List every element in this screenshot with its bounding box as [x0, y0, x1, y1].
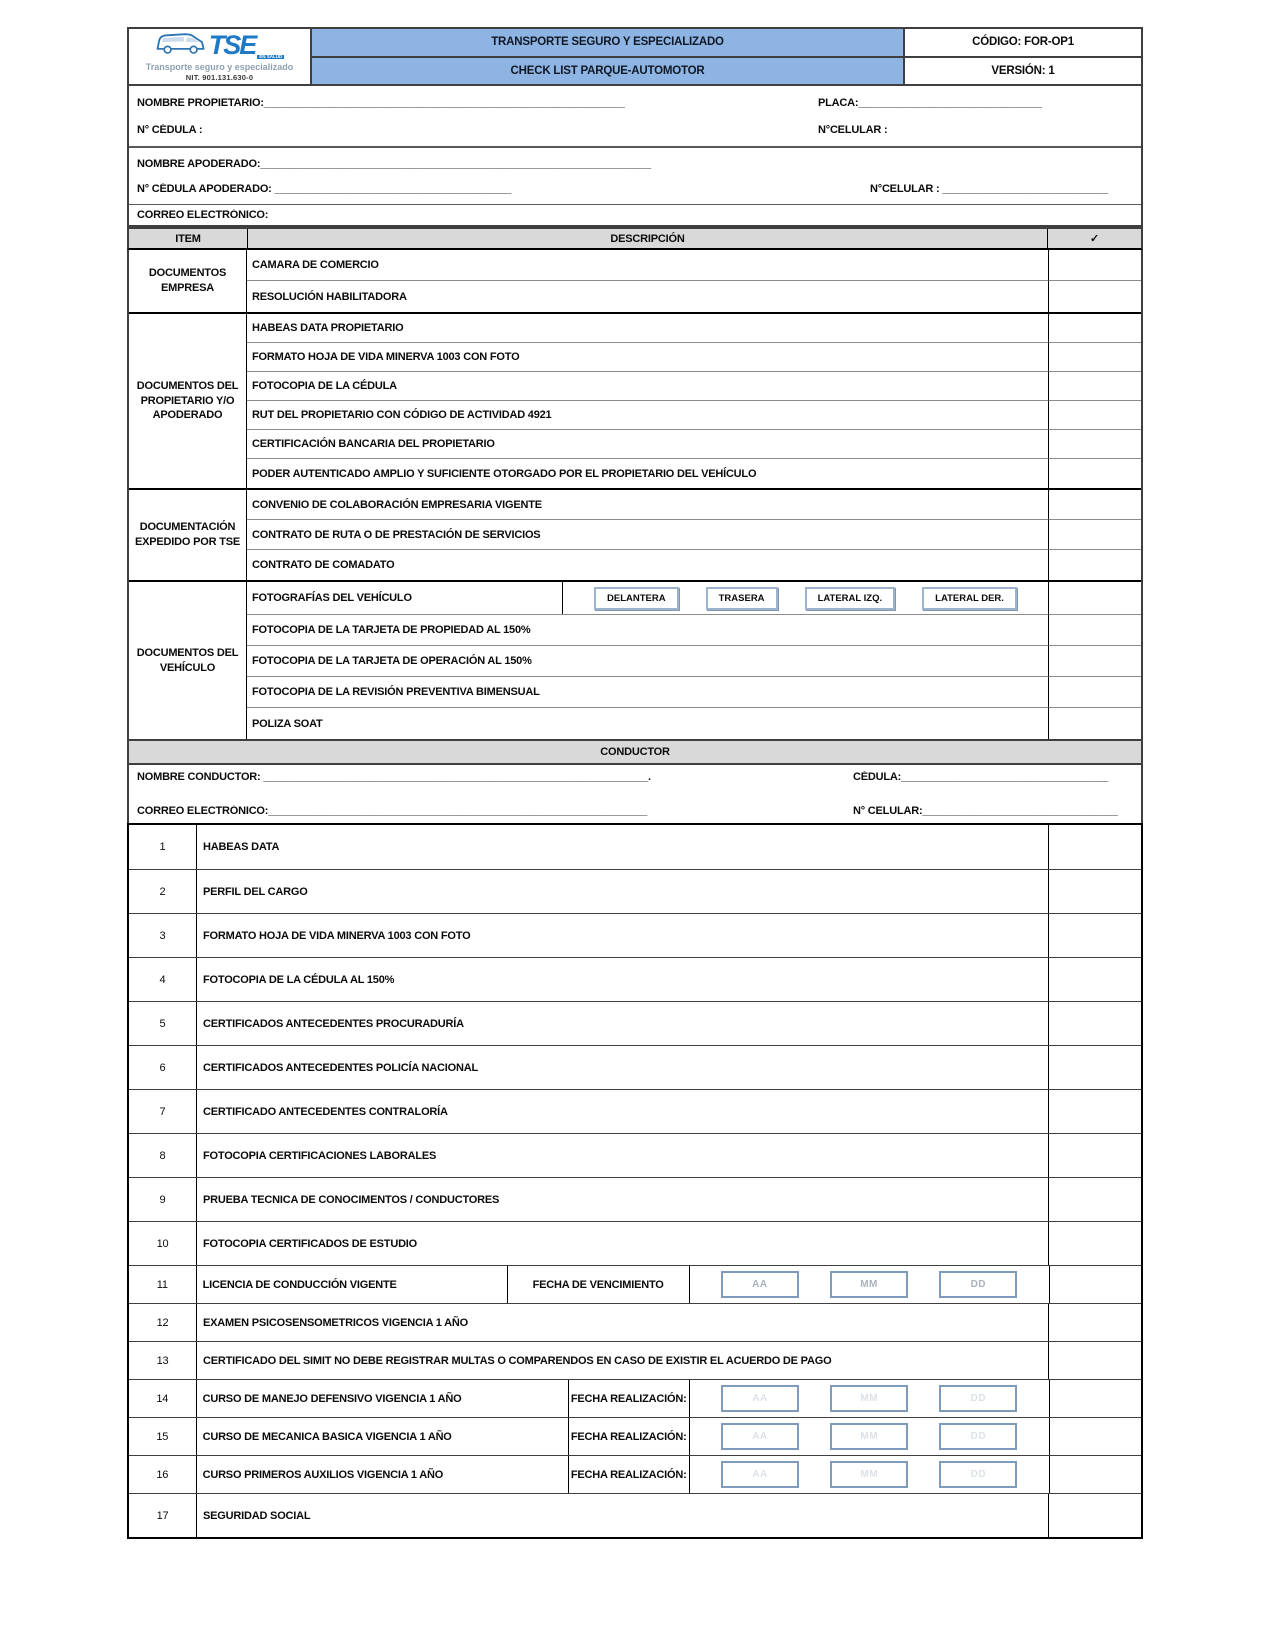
conductor-row-4 [129, 957, 1141, 1001]
check-cell[interactable] [1048, 490, 1141, 520]
check-cell[interactable] [1048, 677, 1141, 708]
section-label: DOCUMENTOS DEL VEHÍCULO [129, 582, 247, 739]
check-cell[interactable] [1048, 1046, 1141, 1089]
row-number: 5 [129, 1002, 197, 1045]
form-header [127, 27, 1143, 86]
row-description: PRUEBA TECNICA DE CONOCIMENTOS / CONDUCTORES [203, 1193, 500, 1206]
conductor-row-6 [129, 1045, 1141, 1089]
check-cell[interactable] [1048, 914, 1141, 957]
conductor-row-15 [129, 1417, 1141, 1455]
check-cell[interactable] [1049, 1380, 1141, 1417]
conductor-row-12 [129, 1303, 1141, 1341]
check-cell[interactable] [1048, 401, 1141, 430]
conductor-fields-block [127, 765, 1143, 823]
check-cell[interactable] [1048, 1342, 1141, 1379]
date-box-mm[interactable]: MM [830, 1271, 908, 1298]
date-box-mm[interactable]: MM [830, 1461, 908, 1488]
row-description: FOTOGRAFÍAS DEL VEHÍCULO [252, 592, 412, 604]
date-box-aa[interactable]: AA [721, 1271, 799, 1298]
checklist-table-header [127, 227, 1143, 250]
check-cell[interactable] [1048, 708, 1141, 739]
section-documentos-empresa [129, 250, 1141, 312]
section-label: DOCUMENTOS DEL PROPIETARIO Y/O APODERADO [129, 314, 247, 488]
check-cell[interactable] [1048, 870, 1141, 913]
row-number: 10 [129, 1222, 197, 1265]
conductor-row-10 [129, 1221, 1141, 1265]
checklist-row: FOTOCOPIA DE LA TARJETA DE PROPIEDAD AL 150% [247, 615, 1048, 646]
section-documentos-vehiculo [129, 580, 1141, 739]
date-boxes [689, 1456, 1049, 1493]
row-description: CURSO DE MANEJO DEFENSIVO VIGENCIA 1 AÑO [202, 1392, 462, 1405]
form-subtitle: CHECK LIST PARQUE-AUTOMOTOR [312, 56, 903, 85]
field-celular-propietario[interactable]: N°CELULAR : [818, 123, 888, 136]
section-documentos-propietario [129, 312, 1141, 488]
date-box-aa[interactable]: AA [721, 1461, 799, 1488]
date-box-aa[interactable]: AA [721, 1385, 799, 1412]
row-number: 3 [129, 914, 197, 957]
form-code: CÓDIGO: FOR-OP1 [972, 36, 1074, 49]
row-number: 2 [129, 870, 197, 913]
column-header-item: ITEM [175, 232, 201, 245]
date-box-mm[interactable]: MM [830, 1385, 908, 1412]
row-number: 13 [129, 1342, 197, 1379]
section-label: DOCUMENTACIÓN EXPEDIDO POR TSE [129, 490, 247, 580]
check-cell[interactable] [1048, 250, 1141, 281]
check-cell[interactable] [1048, 825, 1141, 869]
date-box-aa[interactable]: AA [721, 1423, 799, 1450]
conductor-row-1 [129, 825, 1141, 869]
checklist-row: FOTOCOPIA DE LA CÉDULA [247, 372, 1048, 401]
checklist-row: CAMARA DE COMERCIO [247, 250, 1048, 281]
checklist-row: POLIZA SOAT [252, 717, 323, 730]
check-cell[interactable] [1048, 372, 1141, 401]
row-number: 15 [129, 1418, 197, 1455]
row-number: 11 [129, 1266, 197, 1303]
section-label: DOCUMENTOS EMPRESA [129, 250, 247, 312]
field-cedula-propietario[interactable]: N° CÉDULA : [137, 123, 203, 136]
row-description: CERTIFICADOS ANTECEDENTES PROCURADURÍA [203, 1017, 464, 1030]
checklist-row: RESOLUCIÓN HABILITADORA [252, 290, 407, 303]
brand-name: TSE [208, 30, 256, 60]
checklist-row: FOTOCOPIA DE LA REVISIÓN PREVENTIVA BIMENSUAL [247, 677, 1048, 708]
date-boxes [689, 1380, 1049, 1417]
brand-nit: NIT. 901.131.630-0 [185, 73, 254, 82]
conductor-row-8 [129, 1133, 1141, 1177]
van-icon [155, 31, 207, 59]
checklist-row: CONTRATO DE COMADATO [252, 559, 395, 571]
check-cell[interactable] [1048, 646, 1141, 677]
date-label: FECHA REALIZACIÓN: [568, 1380, 689, 1417]
check-cell[interactable] [1048, 1304, 1141, 1341]
owner-fields-block [127, 86, 1143, 227]
check-cell[interactable] [1048, 281, 1141, 312]
check-cell[interactable] [1048, 430, 1141, 459]
check-cell[interactable] [1048, 343, 1141, 372]
conductor-row-7 [129, 1089, 1141, 1133]
row-description: CERTIFICADOS ANTECEDENTES POLICÍA NACIONAL [203, 1061, 478, 1074]
field-nombre-propietario[interactable]: NOMBRE PROPIETARIO:_____________________________________________________________ [137, 96, 625, 109]
date-label: FECHA DE VENCIMIENTO [507, 1266, 689, 1303]
check-cell[interactable] [1048, 1002, 1141, 1045]
checklist-row: CERTIFICACIÓN BANCARIA DEL PROPIETARIO [247, 430, 1048, 459]
checklist-form [127, 27, 1143, 1539]
field-celular-apoderado[interactable]: N°CELULAR : ____________________________ [870, 182, 1108, 195]
form-title: TRANSPORTE SEGURO Y ESPECIALIZADO [312, 29, 903, 56]
check-cell[interactable] [1049, 1418, 1141, 1455]
check-cell[interactable] [1048, 958, 1141, 1001]
row-number: 6 [129, 1046, 197, 1089]
date-box-dd[interactable]: DD [939, 1423, 1017, 1450]
checklist-row: CONVENIO DE COLABORACIÓN EMPRESARIA VIGENTE [247, 490, 1048, 520]
checklist-row-fotografias [247, 582, 1048, 615]
row-description: CERTIFICADO ANTECEDENTES CONTRALORÍA [203, 1105, 448, 1118]
check-cell[interactable] [1048, 582, 1141, 615]
checklist-row: CONTRATO DE RUTA O DE PRESTACIÓN DE SERVICIOS [247, 520, 1048, 550]
photo-button-trasera[interactable]: TRASERA [706, 587, 778, 610]
field-correo-conductor[interactable]: CORREO ELECTRÓNICO:________________________________________________________________ [137, 805, 647, 817]
row-description: EXAMEN PSICOSENSOMETRICOS VIGENCIA 1 AÑO [203, 1316, 469, 1329]
row-description: CERTIFICADO DEL SIMIT NO DEBE REGISTRAR MULTAS O COMPARENDOS EN CASO DE EXISTIR EL ACUERDO DE PAGO [203, 1354, 832, 1367]
field-nombre-apoderado[interactable]: NOMBRE APODERADO:__________________________________________________________________ [137, 157, 651, 170]
conductor-row-2 [129, 869, 1141, 913]
conductor-row-9 [129, 1177, 1141, 1221]
field-cedula-conductor[interactable]: CÉDULA:___________________________________ [853, 771, 1109, 783]
row-number: 9 [129, 1178, 197, 1221]
checkmark-icon: ✓ [1089, 233, 1100, 245]
check-cell[interactable] [1048, 1134, 1141, 1177]
row-description: FOTOCOPIA CERTIFICACIONES LABORALES [203, 1149, 437, 1162]
photo-button-lateral-der[interactable]: LATERAL DER. [922, 587, 1017, 610]
company-logo [129, 29, 312, 84]
conductor-row-3 [129, 913, 1141, 957]
photo-button-lateral-izq[interactable]: LATERAL IZQ. [805, 587, 896, 610]
row-description: FOTOCOPIA DE LA CÉDULA AL 150% [203, 973, 395, 986]
checklist-row: HABEAS DATA PROPIETARIO [247, 314, 1048, 343]
section-documentacion-tse [129, 488, 1141, 580]
field-correo-electronico[interactable]: CORREO ELECTRÓNICO: [137, 209, 269, 221]
check-cell[interactable] [1048, 550, 1141, 580]
check-cell[interactable] [1048, 1222, 1141, 1265]
row-number: 12 [129, 1304, 197, 1341]
form-version: VERSIÓN: 1 [905, 56, 1141, 85]
row-number: 4 [129, 958, 197, 1001]
brand-badge: EN SALUD [259, 53, 283, 59]
check-cell[interactable] [1049, 1456, 1141, 1493]
checklist-table [127, 250, 1143, 741]
date-box-dd[interactable]: DD [939, 1385, 1017, 1412]
row-description: CURSO DE MECANICA BASICA VIGENCIA 1 AÑO [202, 1430, 452, 1443]
date-label: FECHA REALIZACIÓN: [568, 1418, 689, 1455]
row-description: HABEAS DATA [203, 841, 280, 853]
field-celular-conductor[interactable]: N° CELULAR:_________________________________ [853, 805, 1118, 817]
date-boxes [689, 1418, 1049, 1455]
conductor-row-13 [129, 1341, 1141, 1379]
row-number: 7 [129, 1090, 197, 1133]
conductor-row-5 [129, 1001, 1141, 1045]
date-label: FECHA REALIZACIÓN: [568, 1456, 689, 1493]
check-cell[interactable] [1048, 1178, 1141, 1221]
row-number: 16 [129, 1456, 197, 1493]
checklist-row: RUT DEL PROPIETARIO CON CÓDIGO DE ACTIVIDAD 4921 [247, 401, 1048, 430]
row-number: 1 [129, 825, 197, 869]
conductor-row-17 [129, 1493, 1141, 1537]
check-cell[interactable] [1048, 520, 1141, 550]
date-box-dd[interactable]: DD [939, 1271, 1017, 1298]
check-cell[interactable] [1048, 314, 1141, 343]
check-cell[interactable] [1048, 1090, 1141, 1133]
row-description: PERFIL DEL CARGO [203, 885, 308, 898]
conductor-row-14 [129, 1379, 1141, 1417]
row-description: SEGURIDAD SOCIAL [203, 1509, 311, 1522]
column-header-descripcion: DESCRIPCIÓN [247, 229, 1048, 248]
row-description: FORMATO HOJA DE VIDA MINERVA 1003 CON FOTO [203, 929, 471, 942]
row-description: LICENCIA DE CONDUCCIÓN VIGENTE [202, 1278, 397, 1291]
check-cell[interactable] [1048, 1494, 1141, 1537]
row-number: 14 [129, 1380, 197, 1417]
check-cell[interactable] [1049, 1266, 1141, 1303]
date-boxes [689, 1266, 1049, 1303]
checklist-row: PODER AUTENTICADO AMPLIO Y SUFICIENTE OTORGADO POR EL PROPIETARIO DEL VEHÍCULO [252, 467, 757, 480]
checklist-row: FOTOCOPIA DE LA TARJETA DE OPERACIÓN AL 150% [247, 646, 1048, 677]
photo-button-delantera[interactable]: DELANTERA [594, 587, 679, 610]
check-cell[interactable] [1048, 459, 1141, 488]
brand-tagline: Transporte seguro y especializado [145, 62, 294, 72]
field-placa[interactable]: PLACA:_______________________________ [818, 96, 1042, 109]
row-number: 8 [129, 1134, 197, 1177]
conductor-checklist-table [127, 823, 1143, 1539]
row-number: 17 [129, 1494, 197, 1537]
checklist-row: FORMATO HOJA DE VIDA MINERVA 1003 CON FOTO [247, 343, 1048, 372]
check-cell[interactable] [1048, 615, 1141, 646]
field-cedula-apoderado[interactable]: N° CÉDULA APODERADO: ________________________________________ [137, 182, 512, 195]
conductor-row-16 [129, 1455, 1141, 1493]
date-box-dd[interactable]: DD [939, 1461, 1017, 1488]
field-nombre-conductor[interactable]: NOMBRE CONDUCTOR: _________________________________________________________________. [137, 771, 651, 783]
conductor-section-bar: CONDUCTOR [127, 741, 1143, 765]
row-description: CURSO PRIMEROS AUXILIOS VIGENCIA 1 AÑO [202, 1468, 444, 1481]
conductor-row-11 [129, 1265, 1141, 1303]
date-box-mm[interactable]: MM [830, 1423, 908, 1450]
row-description: FOTOCOPIA CERTIFICADOS DE ESTUDIO [203, 1237, 418, 1250]
